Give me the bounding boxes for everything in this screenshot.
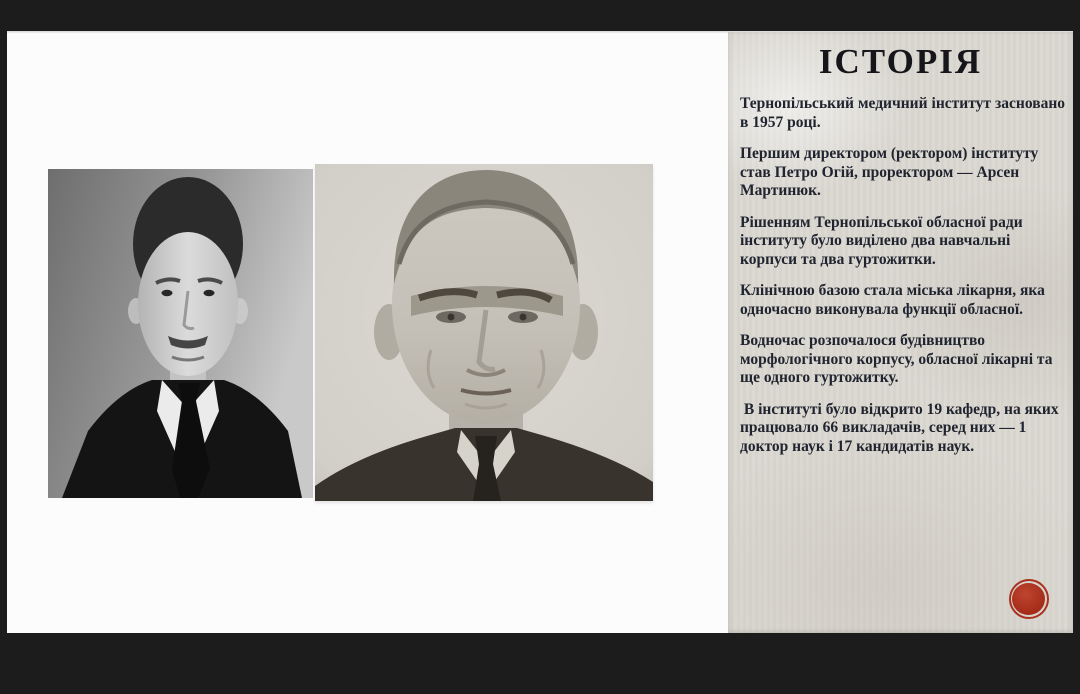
slide-title: ІСТОРІЯ bbox=[818, 42, 983, 81]
paragraph-construction: Водночас розпочалося будівництво морфологічного корпусу, обласної лікарні та ще одного гуртожитку. bbox=[740, 332, 1057, 386]
history-panel bbox=[728, 32, 1073, 633]
red-dot-icon bbox=[1012, 583, 1045, 615]
paragraph-clinical-base: Клінічною базою стала міська лікарня, яка одночасно виконувала функції обласної. bbox=[740, 282, 1049, 318]
portrait-photo-right bbox=[315, 164, 653, 501]
paragraph-first-director: Першим директором (ректором) інституту став Петро Огій, проректором — Арсен Мартинюк. bbox=[740, 145, 1043, 199]
slide-body-text bbox=[740, 95, 1069, 469]
portrait-right-illustration bbox=[315, 164, 653, 501]
paragraph-founded: Тернопільський медичний інститут засновано в 1957 році. bbox=[740, 95, 1069, 131]
paragraph-departments: В інституті було відкрито 19 кафедр, на яких працювало 66 викладачів, серед них — 1 доктор наук і 17 кандидатів наук. bbox=[740, 400, 1063, 455]
portrait-left-illustration bbox=[48, 169, 313, 498]
slide bbox=[7, 31, 1073, 633]
paragraph-regional-council: Рішенням Тернопільської обласної ради інституту було виділено два навчальні корпуси та два гуртожитки. bbox=[740, 213, 1027, 268]
portrait-photo-left bbox=[48, 169, 313, 498]
red-circle-badge bbox=[1009, 579, 1049, 619]
